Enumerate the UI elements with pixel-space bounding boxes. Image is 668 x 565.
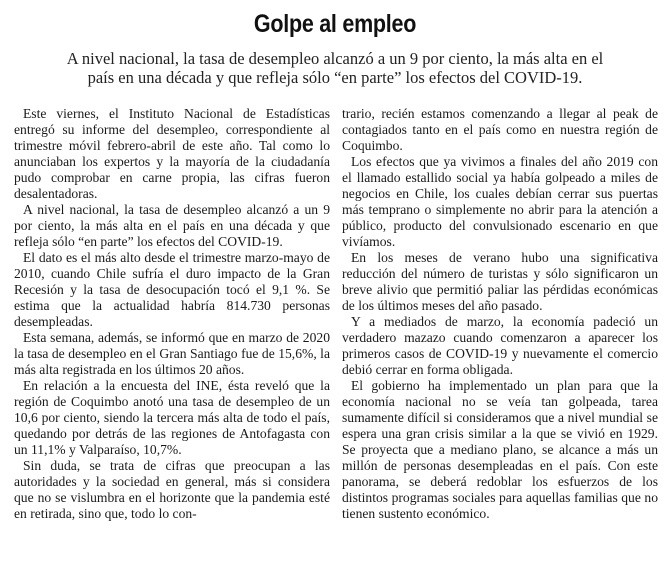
deck-subheading: A nivel nacional, la tasa de desempleo alcanzó a un 9 por ciento, la más alta en el país en una década y que refleja sólo “en parte” los efectos del COVID-19. xyxy=(66,49,604,87)
paragraph: Los efectos que ya vivimos a finales del año 2019 con el llamado estallido social ya había golpeado a miles de negocios en Chile, los cuales debían cerrar sus puertas más temprano o simplemente no abrir para la atención a público, producto del convulsionado escenario en que vivíamos. xyxy=(342,154,658,249)
paragraph: En los meses de verano hubo una significativa reducción del número de turistas y sólo significaron un breve alivio que permitió paliar las pérdidas económicas de los últimos meses del año pasado. xyxy=(342,250,658,313)
paragraph: El dato es el más alto desde el trimestre marzo-mayo de 2010, cuando Chile sufría el duro impacto de la Gran Recesión y la tasa de desocupación tocó el 9,1 %. Se estima que la actualidad habría 814.730 personas desempleadas. xyxy=(14,250,330,329)
paragraph: Esta semana, además, se informó que en marzo de 2020 la tasa de desempleo en el Gran Santiago fue de 15,6%, la más alta registrada en los últimos 20 años. xyxy=(14,330,330,377)
paragraph: Este viernes, el Instituto Nacional de Estadísticas entregó su informe del desempleo, correspondiente al trimestre móvil febrero-abril de este año. Tal como lo anunciaban los expertos y la mayoría de la ciudadanía pudo comprobar en carne propia, las cifras fueron desalentadoras. xyxy=(14,106,330,201)
article-body xyxy=(14,106,658,522)
paragraph: Y a mediados de marzo, la economía padeció un verdadero mazazo cuando comenzaron a aparecer los primeros casos de COVID-19 y nuevamente el comercio debió cerrar en forma obligada. xyxy=(342,314,658,377)
column-left xyxy=(14,106,330,522)
column-right xyxy=(342,106,658,522)
paragraph: Sin duda, se trata de cifras que preocupan a las autoridades y la sociedad en general, más si considera que no se vislumbra en el horizonte que la pandemia esté en retirada, sino que, todo lo con- xyxy=(14,458,330,521)
headline: Golpe al empleo xyxy=(253,10,417,38)
paragraph: A nivel nacional, la tasa de desempleo alcanzó a un 9 por ciento, la más alta en el país en una década y que refleja sólo “en parte” los efectos del COVID-19. xyxy=(14,202,330,249)
paragraph-continued: trario, recién estamos comenzando a llegar al peak de contagiados tanto en el país como en nuestra región de Coquimbo. xyxy=(342,106,658,153)
paragraph: En relación a la encuesta del INE, ésta reveló que la región de Coquimbo anotó una tasa de desempleo de un 10,6 por ciento, siendo la tercera más alta de todo el país, quedando por detrás de las regiones de Antofagasta con un 11,1% y Valparaíso, 10,7%. xyxy=(14,378,330,457)
paragraph: El gobierno ha implementado un plan para que la economía nacional no se veía tan golpeada, tarea sumamente difícil si consideramos que a nivel mundial se espera una gran crisis similar a la que se vivió en 1929. Se proyecta que a mediano plano, se alcance a más un millón de personas desempleadas en el país. Con este panorama, se deberá redoblar los esfuerzos de los distintos programas sociales para aquellas familias que no tienen sustento económico. xyxy=(342,378,658,521)
